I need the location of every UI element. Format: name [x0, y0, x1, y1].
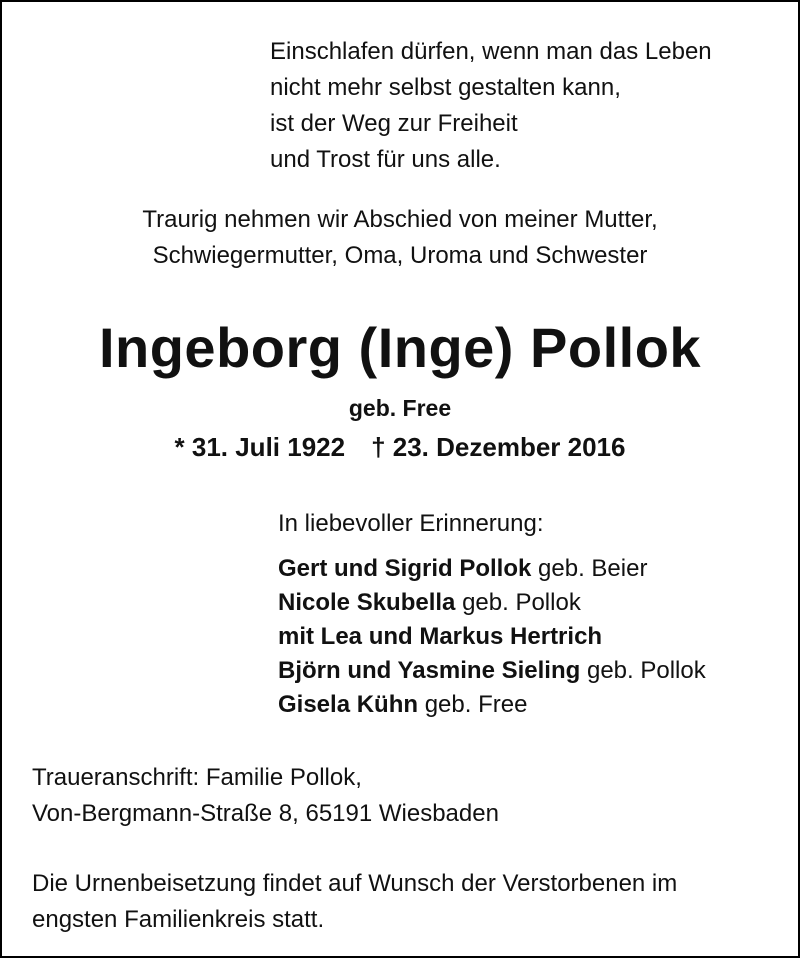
mourner-entry — [278, 586, 706, 620]
life-dates — [2, 428, 798, 466]
address-line: Traueranschrift: Familie Pollok, — [32, 764, 362, 791]
mourner-name: Björn und Yasmine Sieling — [278, 657, 581, 684]
deceased-name: Ingeborg (Inge) Pollok — [98, 316, 702, 379]
address-line: Von-Bergmann-Straße 8, 65191 Wiesbaden — [32, 800, 499, 827]
mourner-name: Gisela Kühn — [278, 691, 419, 718]
memory-heading: In liebevoller Erinnerung: — [278, 510, 544, 537]
mourner-entry — [278, 620, 706, 654]
burial-notice — [32, 866, 677, 938]
intro-line: Schwiegermutter, Oma, Uroma und Schwester — [152, 242, 648, 269]
mourner-name: mit Lea und Markus Hertrich — [278, 623, 603, 650]
mourner-entry — [278, 552, 706, 586]
birth-date: * 31. Juli 1922 — [174, 432, 346, 462]
birth-name: geb. Free — [348, 395, 452, 421]
mourning-address — [32, 760, 499, 832]
death-date: † 23. Dezember 2016 — [371, 432, 626, 462]
intro-line: Traurig nehmen wir Abschied von meiner Mutter, — [142, 206, 658, 233]
poem — [270, 34, 712, 178]
farewell-intro — [2, 202, 798, 274]
poem-line: und Trost für uns alle. — [270, 146, 501, 173]
mourner-entry — [278, 688, 706, 722]
mourner-birth-name: geb. Pollok — [455, 589, 581, 616]
poem-line: nicht mehr selbst gestalten kann, — [270, 74, 621, 101]
mourners-list — [278, 552, 706, 722]
mourner-entry — [278, 654, 706, 688]
notice-line: engsten Familienkreis statt. — [32, 906, 325, 933]
mourner-name: Gert und Sigrid Pollok — [278, 555, 532, 582]
mourner-birth-name: geb. Free — [418, 691, 528, 718]
poem-line: ist der Weg zur Freiheit — [270, 110, 518, 137]
mourner-birth-name: geb. Beier — [531, 555, 648, 582]
notice-line: Die Urnenbeisetzung findet auf Wunsch der Verstorbenen im — [32, 870, 678, 897]
poem-line: Einschlafen dürfen, wenn man das Leben — [270, 38, 712, 65]
mourner-name: Nicole Skubella — [278, 589, 456, 616]
mourner-birth-name: geb. Pollok — [580, 657, 706, 684]
